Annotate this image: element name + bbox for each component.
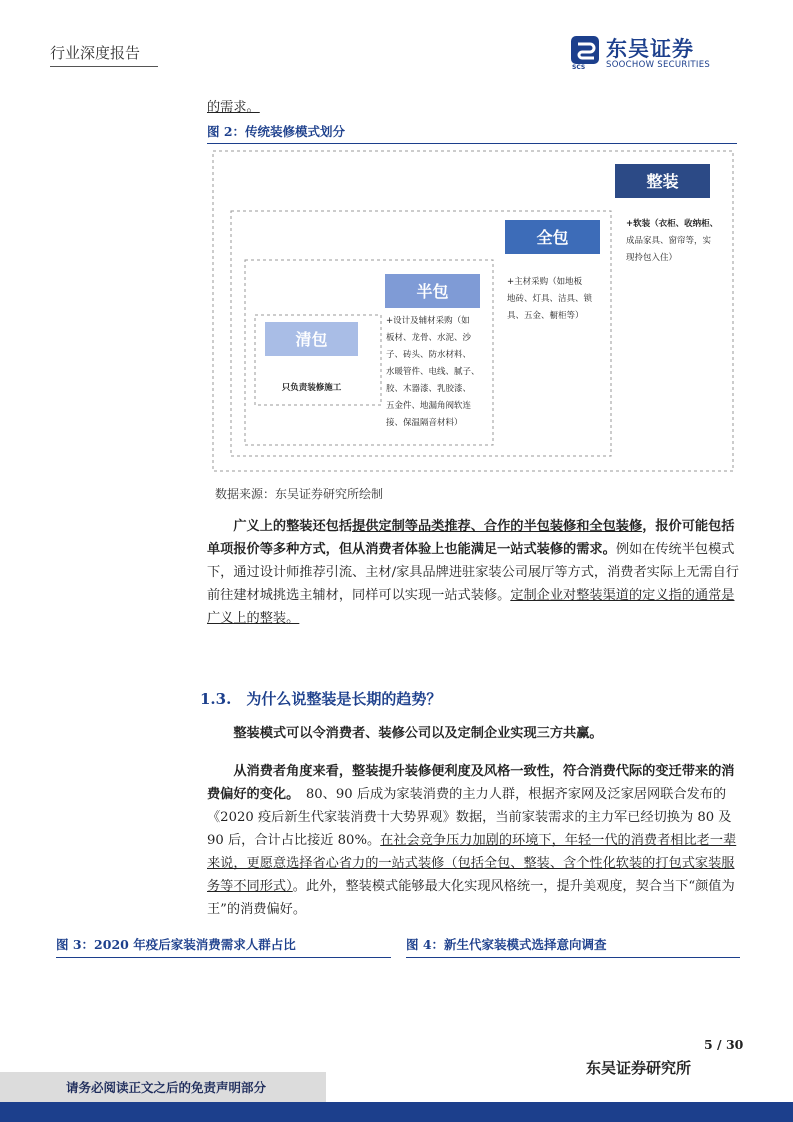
paragraph-consumer-perspective [207,760,740,921]
p1-s4: 例如在传统半包模式下，通过设计师推荐引流、主材/家具品牌进驻家装公司展厅等方式，消费者实际上无需自行前往建材城挑选主辅材，同样可以实现一站式装修。 [207,542,739,603]
bottom-brand-bar [0,1102,793,1122]
figure2-title: 图 2：传统装修模式划分 [207,122,737,144]
desc-quanbao-line3: 具、五金、橱柜等） [507,311,584,321]
section-title: 为什么说整装是长期的趋势？ [246,690,442,708]
page-number: 5 / 30 [704,1037,744,1052]
desc-quanbao-line1: +主材采购（如地板 [507,277,583,287]
decoration-mode-diagram [207,147,740,477]
intro-tail-underlined: 的需求。 [207,100,260,115]
logo-mark-icon [570,35,600,65]
disclaimer-text: 请务必阅读正文之后的免责声明部分 [66,1080,267,1095]
header-underline [50,66,158,67]
desc-banbao-line3: 子、砖头、防水材料、 [386,350,472,360]
label-quanbao: 全包 [536,228,569,247]
paragraph-three-way-win [207,722,740,745]
label-qingbao: 清包 [295,330,328,349]
figure4-title: 图 4：新生代家装模式选择意向调查 [406,935,740,958]
p3-s1: 从消费者角度来看，整装提升装修便利度及风格一致性，符合消费代际的变迁带来的消费偏好的变化。 [207,764,735,802]
desc-banbao-line4: 水暖管件、电线、腻子、 [386,367,480,377]
logo-english-text: SOOCHOW SECURITIES [606,60,711,70]
p2-text: 整装模式可以令消费者、装修公司以及定制企业实现三方共赢。 [233,726,603,741]
label-zhengzhuang: 整装 [646,172,679,191]
desc-zhengzhuang-line1-text: +软装（衣柜、收纳柜、 [626,219,719,229]
paragraph-broad-definition [207,515,740,630]
desc-banbao-line5: 胶、木器漆、乳胶漆、 [386,384,472,394]
p3-s4: 。此外，整装模式能够最大化实现风格统一，提升美观度，契合当下“颜值为王”的消费偏好。 [207,879,735,917]
figure2-source: 数据来源：东吴证券研究所绘制 [215,487,384,501]
desc-zhengzhuang-line2: 成品家具、窗帘等，实 [626,236,712,246]
p3-s3: 在社会竞争压力加剧的环境下，年轻一代的消费者相比老一辈来说，更愿意选择省心省力的一站式装修（包括全包、整装、含个性化软装的打包式家装服务等不同形式） [207,833,737,894]
desc-quanbao-line2: 地砖、灯具、洁具、锁 [507,294,593,304]
desc-zhengzhuang-line3: 现拎包入住） [626,253,678,263]
desc-banbao-line1: +设计及辅材采购（如 [386,316,470,326]
frame-zhengzhuang [213,151,733,471]
label-banbao: 半包 [416,282,449,301]
desc-banbao-line2: 板材、龙骨、水泥、沙 [386,333,472,343]
figure3-title: 图 3：2020 年疫后家装消费需求人群占比 [56,935,391,958]
report-type-label: 行业深度报告 [50,44,141,62]
p1-s3: ，报价可能包括单项报价等多种方式，但从消费者体验上也能满足一站式装修的需求。 [207,519,735,557]
logo-abbreviation: SCS [572,64,586,71]
logo-chinese-text: 东吴证券 [606,37,694,61]
intro-tail-text [207,96,260,119]
section-heading [200,688,441,709]
desc-banbao-line6: 五金件、地漏角阀软连 [386,401,472,411]
desc-qingbao: 只负责装修施工 [281,383,342,393]
company-logo [570,33,740,73]
footer-organization: 东吴证券研究所 [586,1059,692,1077]
p1-s2: 提供定制等品类推荐、合作的半包装修和全包装修 [352,519,643,534]
desc-zhengzhuang-line1 [626,218,718,229]
p3-s2: 80、90 后成为家装消费的主力人群，根据齐家网及泛家居网联合发布的《2020 疫后新生代家装消费十大势界观》数据，当前家装需求的主力军已经切换为 80 及 90 后，合计占比接近 80%。 [207,787,732,848]
section-number: 1.3. [200,690,232,708]
desc-banbao-line7: 接、保温隔音材料） [386,418,463,428]
p1-s5: 定制企业对整装渠道的定义指的通常是广义上的整装。 [207,588,735,626]
p1-s1: 广义上的整装还包括 [233,519,353,534]
